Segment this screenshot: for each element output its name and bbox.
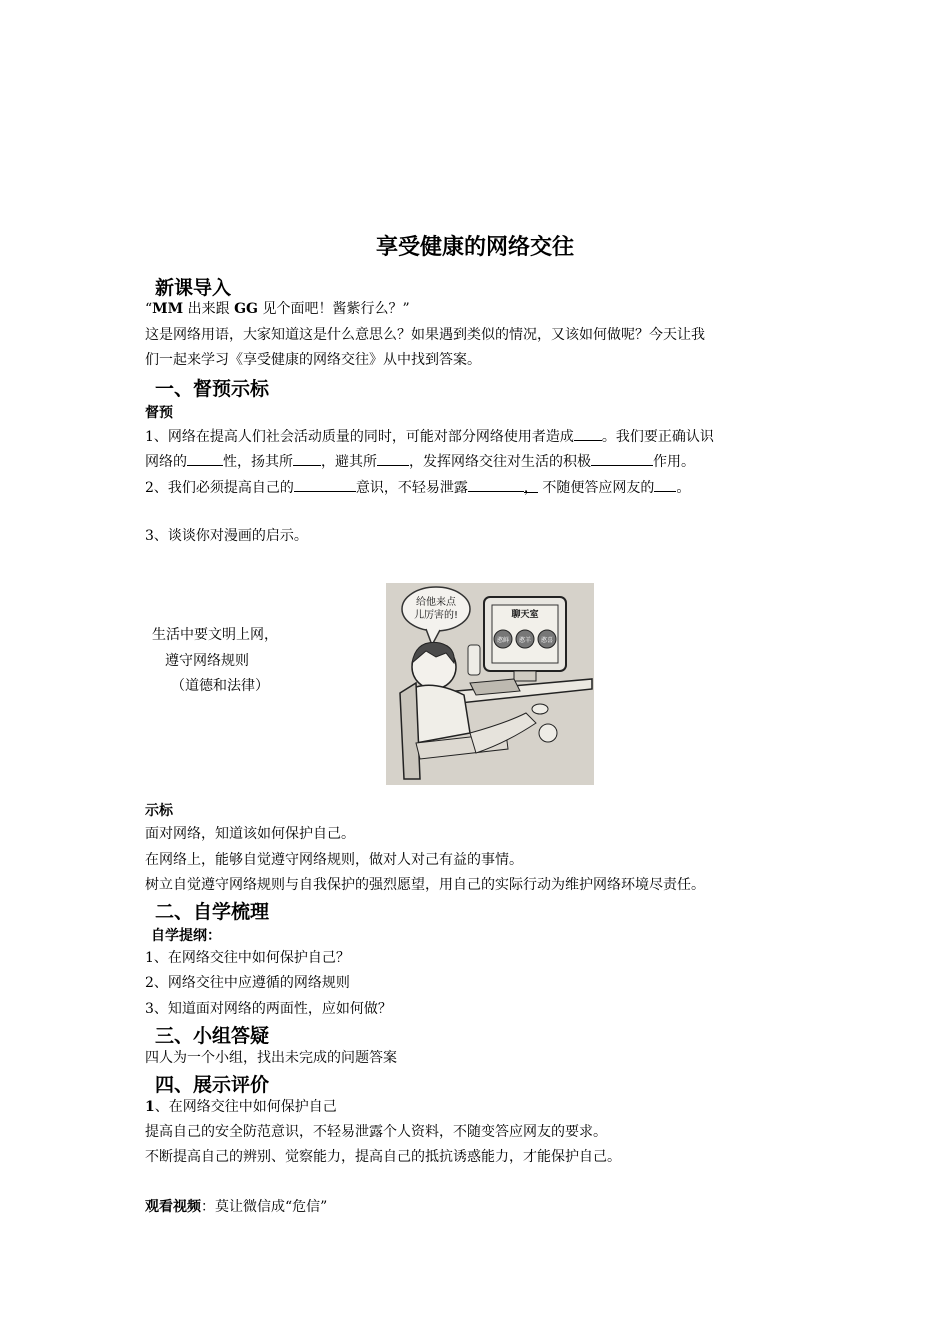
display-item-1: 1、在网络交往中如何保护自己 xyxy=(145,1099,337,1115)
outline-item-3: 3、知道面对网络的两面性，应如何做？ xyxy=(145,1001,392,1017)
page-title: 享受健康的网络交往 xyxy=(375,235,574,260)
goal-2: 在网络上，能够自觉遵守网络规则，做对人对己有益的事情。 xyxy=(145,852,523,868)
intro-line-1: 这是网络用语，大家知道这是什么意思么？如果遇到类似的情况，又该如何做呢？今天让我 xyxy=(145,327,705,343)
section1-heading: 一、督预示标 xyxy=(155,378,270,400)
outline-item-1: 1、在网络交往中如何保护自己？ xyxy=(145,950,350,966)
blank[interactable] xyxy=(654,477,676,492)
question-2: 2、我们必须提高自己的 意识，不轻易泄露 ， 不随便答应网友的 。 xyxy=(145,477,690,498)
display-line-2: 不断提高自己的辨别、觉察能力，提高自己的抵抗诱惑能力，才能保护自己。 xyxy=(145,1149,621,1165)
section2-heading: 二、自学梳理 xyxy=(155,901,270,923)
section4-heading: 四、展示评价 xyxy=(155,1074,270,1096)
question-1-line-2: 网络的 性，扬其所 ，避其所 ，发挥网络交往对生活的积极 作用。 xyxy=(145,451,695,472)
display-line-1: 提高自己的安全防范意识，不轻易泄露个人资料，不随变答应网友的要求。 xyxy=(145,1124,607,1140)
video-line: 观看视频：莫让微信成“危信” xyxy=(145,1199,328,1215)
bubble-text-2: 儿厉害的! xyxy=(413,610,459,621)
blank[interactable] xyxy=(294,477,356,492)
intro-quote: “MM 出来跟 GG 见个面吧！酱紫行么？” xyxy=(145,301,410,317)
bubble-text-1: 给他来点 xyxy=(416,597,456,608)
goal-label: 示标 xyxy=(145,803,173,819)
screen-label-3: 憨喜 xyxy=(540,637,554,644)
intro-line-2: 们一起来学习《享受健康的网络交往》从中找到答案。 xyxy=(145,352,481,368)
blank[interactable] xyxy=(574,426,602,441)
blank[interactable] xyxy=(293,451,321,466)
cartoon-caption-2: 遵守网络规则 xyxy=(165,653,249,669)
outline-item-2: 2、网络交往中应遵循的网络规则 xyxy=(145,975,350,991)
section3-text: 四人为一个小组，找出未完成的问题答案 xyxy=(145,1050,397,1066)
cartoon-caption-1: 生活中要文明上网， xyxy=(152,627,278,643)
screen-label-1: 憨鲜 xyxy=(496,637,510,644)
cartoon-image xyxy=(386,583,594,785)
video-title[interactable]: 莫让微信成“危信” xyxy=(215,1199,328,1215)
cartoon-caption-3: （道德和法律） xyxy=(171,678,269,694)
video-label: 观看视频 xyxy=(145,1199,201,1215)
screen-label-2: 憨羊 xyxy=(518,637,532,644)
goal-3: 树立自觉遵守网络规则与自我保护的强烈愿望，用自己的实际行动为维护网络环境尽责任。 xyxy=(145,877,705,893)
preview-label: 督预 xyxy=(145,405,173,421)
blank[interactable] xyxy=(468,477,524,492)
blank[interactable] xyxy=(377,451,409,466)
screen-title: 聊天室 xyxy=(511,610,539,620)
goal-1: 面对网络，知道该如何保护自己。 xyxy=(145,826,355,842)
blank[interactable] xyxy=(187,451,223,466)
outline-label: 自学提纲： xyxy=(151,928,221,944)
cartoon-drawing xyxy=(386,583,594,785)
question-3: 3、谈谈你对漫画的启示。 xyxy=(145,528,308,544)
question-1-line-1: 1、网络在提高人们社会活动质量的同时，可能对部分网络使用者造成 。我们要正确认识 xyxy=(145,426,714,447)
intro-heading: 新课导入 xyxy=(155,277,232,299)
section3-heading: 三、小组答疑 xyxy=(155,1025,270,1047)
blank[interactable] xyxy=(591,451,653,466)
